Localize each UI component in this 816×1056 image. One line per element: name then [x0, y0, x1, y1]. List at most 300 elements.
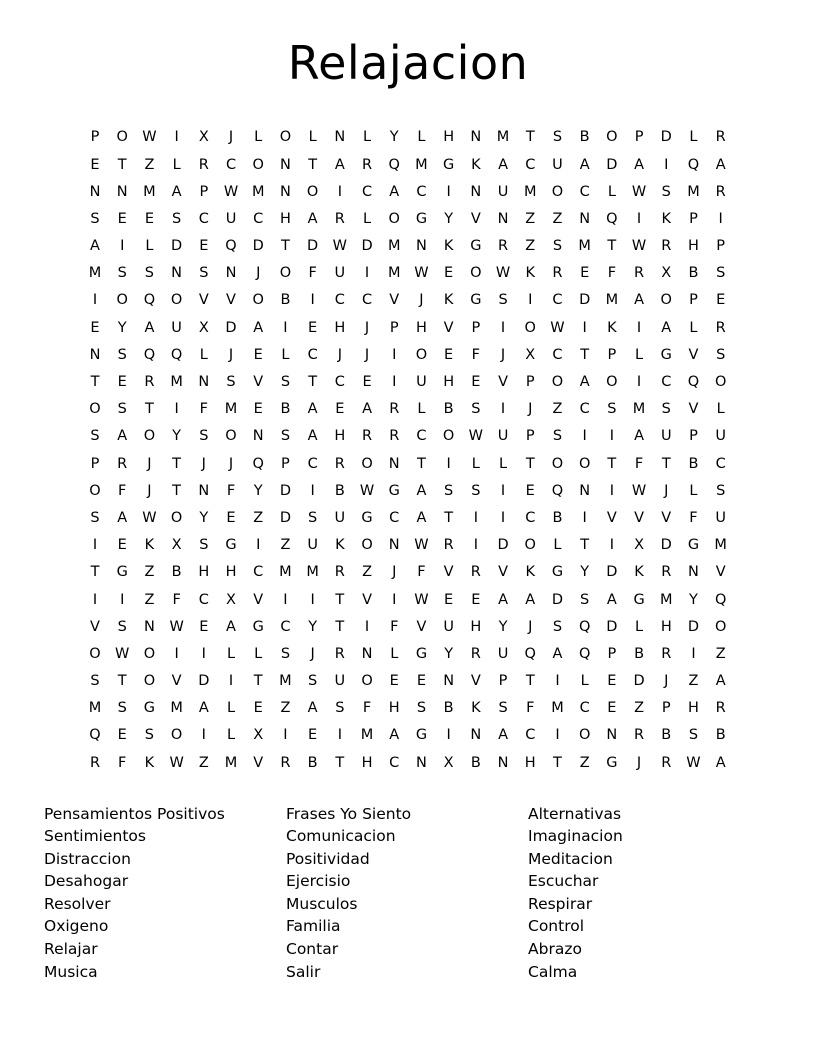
grid-cell[interactable]: T [308, 156, 318, 173]
grid-cell[interactable]: P [525, 428, 535, 445]
grid-cell[interactable]: C [552, 346, 563, 363]
grid-cell[interactable]: L [390, 645, 399, 662]
word-list-item[interactable]: Familia [286, 917, 341, 936]
grid-cell[interactable]: E [471, 374, 481, 391]
grid-cell[interactable]: I [500, 401, 506, 418]
grid-cell[interactable]: M [170, 374, 183, 391]
grid-cell[interactable]: T [580, 537, 590, 554]
grid-cell[interactable]: L [716, 401, 725, 418]
grid-cell[interactable]: I [283, 319, 288, 336]
grid-cell[interactable]: A [579, 374, 590, 391]
grid-cell[interactable]: R [334, 645, 345, 662]
grid-cell[interactable]: N [416, 238, 427, 255]
grid-cell[interactable]: B [634, 645, 645, 662]
grid-cell[interactable]: R [334, 455, 345, 472]
grid-cell[interactable]: O [361, 455, 373, 472]
grid-cell[interactable]: G [225, 537, 237, 554]
grid-cell[interactable]: P [471, 319, 481, 336]
grid-cell[interactable]: K [443, 292, 454, 309]
grid-cell[interactable]: R [470, 564, 481, 581]
grid-cell[interactable]: B [280, 292, 291, 309]
grid-cell[interactable]: T [580, 346, 590, 363]
grid-cell[interactable]: I [174, 401, 179, 418]
grid-cell[interactable]: A [171, 183, 182, 200]
grid-cell[interactable]: J [364, 346, 370, 363]
grid-cell[interactable]: J [147, 455, 152, 472]
grid-cell[interactable]: O [714, 374, 727, 391]
grid-cell[interactable]: L [553, 537, 562, 554]
grid-cell[interactable]: B [552, 509, 563, 526]
grid-cell[interactable]: T [607, 455, 617, 472]
grid-cell[interactable]: A [307, 401, 318, 418]
grid-cell[interactable]: N [470, 727, 482, 744]
grid-cell[interactable]: D [198, 673, 210, 690]
grid-cell[interactable]: U [334, 265, 346, 282]
grid-cell[interactable]: Q [687, 156, 700, 173]
grid-cell[interactable]: E [335, 401, 345, 418]
grid-cell[interactable]: S [416, 700, 427, 717]
grid-cell[interactable]: H [279, 210, 291, 227]
grid-cell[interactable]: A [117, 428, 128, 445]
grid-cell[interactable]: P [498, 673, 508, 690]
grid-cell[interactable]: S [552, 238, 563, 255]
grid-cell[interactable]: O [116, 129, 128, 146]
grid-cell[interactable]: Z [634, 700, 645, 717]
grid-cell[interactable]: T [280, 238, 290, 255]
grid-cell[interactable]: C [253, 564, 264, 581]
grid-cell[interactable]: X [525, 346, 536, 363]
grid-cell[interactable]: S [280, 374, 291, 391]
grid-cell[interactable]: G [470, 292, 482, 309]
grid-cell[interactable]: P [525, 374, 535, 391]
grid-cell[interactable]: H [470, 618, 482, 635]
grid-cell[interactable]: U [497, 645, 509, 662]
grid-cell[interactable]: O [551, 183, 564, 200]
grid-cell[interactable]: T [335, 618, 345, 635]
grid-cell[interactable]: W [332, 238, 347, 255]
grid-cell[interactable]: I [337, 183, 342, 200]
grid-cell[interactable]: A [715, 673, 726, 690]
grid-cell[interactable]: H [361, 754, 373, 771]
grid-cell[interactable]: I [392, 591, 397, 608]
grid-cell[interactable]: A [307, 210, 318, 227]
grid-cell[interactable]: V [389, 292, 400, 309]
grid-cell[interactable]: S [716, 482, 726, 499]
grid-cell[interactable]: O [361, 537, 373, 554]
grid-cell[interactable]: W [631, 482, 647, 499]
grid-cell[interactable]: V [661, 509, 672, 526]
grid-cell[interactable]: H [688, 700, 699, 717]
grid-cell[interactable]: J [201, 455, 206, 472]
grid-cell[interactable]: P [634, 129, 644, 146]
grid-cell[interactable]: W [414, 537, 429, 554]
grid-cell[interactable]: W [169, 618, 184, 635]
grid-cell[interactable]: R [715, 129, 726, 146]
grid-cell[interactable]: I [636, 210, 642, 227]
grid-cell[interactable]: G [143, 700, 156, 717]
grid-cell[interactable]: S [117, 346, 127, 363]
grid-cell[interactable]: S [716, 346, 726, 363]
grid-cell[interactable]: I [92, 591, 98, 608]
grid-cell[interactable]: I [120, 238, 125, 255]
grid-cell[interactable]: Z [144, 564, 155, 581]
grid-cell[interactable]: O [279, 129, 292, 146]
word-list-item[interactable]: Abrazo [528, 940, 582, 959]
grid-cell[interactable]: J [636, 754, 642, 771]
grid-cell[interactable]: O [606, 129, 618, 146]
grid-cell[interactable]: B [334, 482, 345, 499]
grid-cell[interactable]: S [607, 401, 617, 418]
grid-cell[interactable]: M [88, 265, 102, 282]
grid-cell[interactable]: M [415, 156, 428, 173]
grid-cell[interactable]: I [473, 509, 478, 526]
grid-cell[interactable]: L [254, 645, 263, 662]
grid-cell[interactable]: B [688, 265, 699, 282]
grid-cell[interactable]: C [389, 754, 400, 771]
grid-cell[interactable]: I [691, 645, 696, 662]
grid-cell[interactable]: P [689, 292, 698, 309]
grid-cell[interactable]: P [281, 455, 290, 472]
grid-cell[interactable]: L [417, 129, 426, 146]
grid-cell[interactable]: H [198, 564, 210, 581]
grid-cell[interactable]: I [500, 319, 506, 336]
grid-cell[interactable]: T [253, 673, 263, 690]
grid-cell[interactable]: Q [524, 645, 536, 662]
grid-cell[interactable]: N [579, 482, 591, 499]
grid-cell[interactable]: T [117, 156, 127, 173]
grid-cell[interactable]: M [605, 292, 619, 309]
grid-cell[interactable]: S [117, 401, 127, 418]
grid-cell[interactable]: O [551, 374, 564, 391]
grid-cell[interactable]: U [443, 618, 454, 635]
grid-cell[interactable]: S [661, 183, 671, 200]
grid-cell[interactable]: S [716, 265, 726, 282]
grid-cell[interactable]: S [498, 292, 508, 309]
grid-cell[interactable]: T [335, 591, 345, 608]
grid-cell[interactable]: O [170, 727, 183, 744]
grid-cell[interactable]: A [634, 156, 645, 173]
grid-cell[interactable]: B [171, 564, 182, 581]
word-list-item[interactable]: Ejercisio [286, 872, 351, 891]
grid-cell[interactable]: E [308, 727, 318, 744]
grid-cell[interactable]: V [90, 618, 100, 635]
grid-cell[interactable]: E [144, 210, 154, 227]
grid-cell[interactable]: M [251, 183, 265, 200]
grid-cell[interactable]: I [473, 537, 478, 554]
grid-cell[interactable]: E [389, 673, 399, 690]
word-list-item[interactable]: Comunicacion [286, 827, 396, 846]
grid-cell[interactable]: F [118, 482, 127, 499]
grid-cell[interactable]: J [256, 265, 261, 282]
grid-cell[interactable]: U [715, 428, 726, 445]
grid-cell[interactable]: O [578, 455, 591, 472]
grid-cell[interactable]: I [283, 591, 288, 608]
grid-cell[interactable]: I [201, 727, 206, 744]
word-list-item[interactable]: Contar [286, 940, 339, 959]
grid-cell[interactable]: Y [444, 645, 454, 662]
grid-cell[interactable]: N [443, 673, 455, 690]
grid-cell[interactable]: L [689, 319, 698, 336]
grid-cell[interactable]: J [337, 346, 342, 363]
grid-cell[interactable]: I [500, 482, 506, 499]
grid-cell[interactable]: N [470, 129, 482, 146]
grid-cell[interactable]: T [661, 455, 671, 472]
grid-cell[interactable]: Q [687, 374, 700, 391]
grid-cell[interactable]: L [362, 129, 372, 146]
grid-cell[interactable]: I [609, 537, 614, 554]
grid-cell[interactable]: V [253, 591, 264, 608]
grid-cell[interactable]: N [497, 754, 509, 771]
grid-cell[interactable]: P [199, 183, 209, 200]
grid-cell[interactable]: I [446, 455, 451, 472]
grid-cell[interactable]: W [414, 591, 429, 608]
grid-cell[interactable]: Y [308, 618, 318, 635]
grid-cell[interactable]: A [389, 183, 400, 200]
grid-cell[interactable]: I [636, 374, 642, 391]
grid-cell[interactable]: D [171, 238, 183, 255]
grid-cell[interactable]: G [415, 645, 428, 662]
grid-cell[interactable]: I [392, 346, 397, 363]
grid-cell[interactable]: Q [170, 346, 183, 363]
grid-cell[interactable]: L [226, 645, 236, 662]
grid-cell[interactable]: N [388, 537, 400, 554]
grid-cell[interactable]: Z [552, 401, 563, 418]
grid-cell[interactable]: M [687, 183, 700, 200]
grid-cell[interactable]: B [470, 754, 481, 771]
grid-cell[interactable]: S [144, 727, 155, 744]
grid-cell[interactable]: N [416, 754, 427, 771]
grid-cell[interactable]: E [117, 374, 127, 391]
grid-cell[interactable]: T [553, 754, 562, 771]
grid-cell[interactable]: K [525, 564, 535, 581]
grid-cell[interactable]: S [90, 673, 100, 690]
grid-cell[interactable]: W [631, 238, 647, 255]
grid-cell[interactable]: I [174, 129, 179, 146]
grid-cell[interactable]: H [334, 428, 346, 445]
grid-cell[interactable]: U [307, 537, 318, 554]
grid-cell[interactable]: P [716, 238, 726, 255]
grid-cell[interactable]: N [198, 482, 210, 499]
grid-cell[interactable]: A [498, 156, 508, 173]
grid-cell[interactable]: E [308, 319, 318, 336]
grid-cell[interactable]: I [310, 591, 315, 608]
grid-cell[interactable]: D [579, 292, 591, 309]
grid-cell[interactable]: O [551, 455, 564, 472]
grid-cell[interactable]: B [579, 129, 590, 146]
grid-cell[interactable]: E [199, 238, 209, 255]
grid-cell[interactable]: S [552, 428, 563, 445]
grid-cell[interactable]: S [90, 509, 100, 526]
grid-cell[interactable]: R [661, 645, 672, 662]
grid-cell[interactable]: I [582, 509, 587, 526]
grid-cell[interactable]: I [582, 319, 587, 336]
grid-cell[interactable]: D [660, 537, 672, 554]
grid-cell[interactable]: O [442, 428, 455, 445]
grid-cell[interactable]: I [174, 645, 179, 662]
grid-cell[interactable]: L [226, 727, 236, 744]
grid-cell[interactable]: L [471, 455, 480, 472]
grid-cell[interactable]: E [199, 618, 209, 635]
grid-cell[interactable]: F [308, 265, 317, 282]
grid-cell[interactable]: S [471, 401, 481, 418]
grid-cell[interactable]: I [120, 591, 125, 608]
grid-cell[interactable]: T [90, 564, 100, 581]
grid-cell[interactable]: C [416, 428, 427, 445]
grid-cell[interactable]: C [198, 210, 209, 227]
grid-cell[interactable]: I [392, 374, 397, 391]
grid-cell[interactable]: A [362, 401, 372, 418]
grid-cell[interactable]: C [416, 183, 427, 200]
grid-cell[interactable]: I [364, 265, 370, 282]
grid-cell[interactable]: H [688, 238, 699, 255]
grid-cell[interactable]: W [414, 265, 429, 282]
grid-cell[interactable]: X [171, 537, 182, 554]
grid-cell[interactable]: M [714, 537, 727, 554]
grid-cell[interactable]: S [308, 673, 318, 690]
word-list-item[interactable]: Desahogar [44, 872, 129, 891]
grid-cell[interactable]: R [361, 156, 373, 173]
word-list-item[interactable]: Alternativas [528, 804, 622, 823]
grid-cell[interactable]: M [387, 238, 401, 255]
grid-cell[interactable]: P [607, 346, 617, 363]
grid-cell[interactable]: E [253, 346, 263, 363]
grid-cell[interactable]: R [117, 455, 128, 472]
grid-cell[interactable]: E [90, 156, 100, 173]
grid-cell[interactable]: A [498, 727, 508, 744]
grid-cell[interactable]: S [199, 428, 209, 445]
grid-cell[interactable]: S [117, 618, 127, 635]
grid-cell[interactable]: M [143, 183, 156, 200]
grid-cell[interactable]: E [253, 700, 263, 717]
grid-cell[interactable]: S [498, 700, 508, 717]
grid-cell[interactable]: B [443, 401, 454, 418]
grid-cell[interactable]: F [634, 455, 644, 472]
grid-cell[interactable]: S [552, 129, 563, 146]
grid-cell[interactable]: L [689, 129, 698, 146]
grid-cell[interactable]: I [718, 210, 723, 227]
grid-cell[interactable]: Y [689, 591, 698, 608]
grid-cell[interactable]: O [170, 292, 183, 309]
grid-cell[interactable]: O [89, 645, 101, 662]
grid-cell[interactable]: C [361, 292, 373, 309]
grid-cell[interactable]: M [306, 564, 319, 581]
grid-cell[interactable]: C [552, 292, 563, 309]
grid-cell[interactable]: S [90, 428, 100, 445]
grid-cell[interactable]: E [580, 265, 590, 282]
grid-cell[interactable]: S [280, 645, 291, 662]
word-list-item[interactable]: Sentimientos [44, 827, 146, 846]
grid-cell[interactable]: N [225, 265, 237, 282]
word-list-item[interactable]: Frases Yo Siento [286, 804, 412, 823]
grid-cell[interactable]: D [252, 238, 264, 255]
grid-cell[interactable]: F [607, 265, 617, 282]
grid-cell[interactable]: I [664, 156, 669, 173]
grid-cell[interactable]: I [446, 183, 451, 200]
grid-cell[interactable]: A [579, 156, 590, 173]
grid-cell[interactable]: N [171, 265, 183, 282]
grid-cell[interactable]: E [253, 401, 263, 418]
grid-cell[interactable]: H [388, 700, 400, 717]
grid-cell[interactable]: Q [578, 645, 591, 662]
word-list-item[interactable]: Musica [44, 962, 98, 981]
grid-cell[interactable]: J [228, 129, 234, 146]
grid-cell[interactable]: Q [551, 482, 564, 499]
grid-cell[interactable]: T [172, 482, 182, 499]
grid-cell[interactable]: Q [578, 618, 591, 635]
grid-cell[interactable]: S [172, 210, 182, 227]
grid-cell[interactable]: N [579, 210, 591, 227]
grid-cell[interactable]: S [280, 428, 291, 445]
grid-cell[interactable]: I [201, 645, 206, 662]
grid-cell[interactable]: I [92, 537, 98, 554]
grid-cell[interactable]: Q [143, 346, 156, 363]
grid-cell[interactable]: J [664, 673, 669, 690]
grid-cell[interactable]: R [144, 374, 155, 391]
grid-cell[interactable]: R [552, 265, 563, 282]
grid-cell[interactable]: E [416, 673, 427, 690]
grid-cell[interactable]: O [388, 210, 400, 227]
grid-cell[interactable]: U [416, 374, 427, 391]
grid-cell[interactable]: O [361, 673, 373, 690]
grid-cell[interactable]: O [143, 645, 156, 662]
grid-cell[interactable]: R [661, 238, 672, 255]
grid-cell[interactable]: D [279, 482, 291, 499]
word-list-item[interactable]: Pensamientos Positivos [44, 804, 225, 823]
grid-cell[interactable]: A [552, 645, 563, 662]
grid-cell[interactable]: D [225, 319, 237, 336]
grid-cell[interactable]: B [715, 727, 726, 744]
grid-cell[interactable]: N [361, 645, 373, 662]
grid-cell[interactable]: R [389, 401, 400, 418]
grid-cell[interactable]: I [256, 537, 261, 554]
grid-cell[interactable]: C [225, 156, 237, 173]
grid-cell[interactable]: X [634, 537, 645, 554]
grid-cell[interactable]: E [471, 591, 481, 608]
grid-cell[interactable]: K [525, 265, 535, 282]
grid-cell[interactable]: L [499, 455, 508, 472]
grid-cell[interactable]: M [523, 183, 537, 200]
grid-cell[interactable]: M [88, 700, 102, 717]
grid-cell[interactable]: J [528, 618, 533, 635]
grid-cell[interactable]: I [582, 428, 587, 445]
grid-cell[interactable]: U [171, 319, 182, 336]
grid-cell[interactable]: S [661, 401, 671, 418]
grid-cell[interactable]: O [89, 401, 101, 418]
grid-cell[interactable]: C [361, 183, 373, 200]
grid-cell[interactable]: O [524, 319, 536, 336]
grid-cell[interactable]: X [226, 591, 236, 608]
grid-cell[interactable]: Z [253, 509, 264, 526]
grid-cell[interactable]: R [634, 727, 645, 744]
grid-cell[interactable]: R [634, 265, 645, 282]
grid-cell[interactable]: K [634, 564, 644, 581]
grid-cell[interactable]: J [392, 564, 397, 581]
grid-cell[interactable]: U [497, 183, 509, 200]
grid-cell[interactable]: R [198, 156, 209, 173]
grid-cell[interactable]: Z [552, 210, 563, 227]
grid-cell[interactable]: M [496, 129, 510, 146]
grid-cell[interactable]: O [252, 156, 264, 173]
grid-cell[interactable]: H [225, 564, 237, 581]
grid-cell[interactable]: S [688, 727, 699, 744]
word-list-item[interactable]: Meditacion [528, 849, 613, 868]
grid-cell[interactable]: E [444, 346, 454, 363]
grid-cell[interactable]: A [416, 482, 427, 499]
grid-cell[interactable]: I [555, 673, 560, 690]
grid-cell[interactable]: V [498, 564, 508, 581]
grid-cell[interactable]: O [143, 673, 156, 690]
grid-cell[interactable]: U [334, 509, 346, 526]
